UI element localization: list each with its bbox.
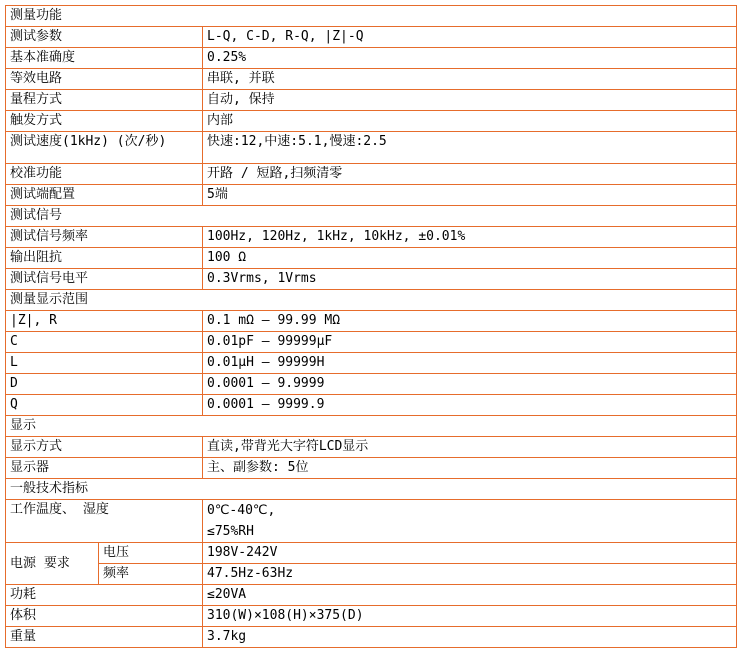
spec-value-line2: ≤75%RH <box>207 524 254 539</box>
spec-value: 0.1 mΩ — 99.99 MΩ <box>203 311 737 332</box>
spec-label: 工作温度、 湿度 <box>6 500 203 543</box>
spec-row-power <box>6 543 737 564</box>
section-label: 一般技术指标 <box>6 479 737 500</box>
spec-row <box>6 353 737 374</box>
spec-value-line1: 0℃-40℃, <box>207 503 276 518</box>
section-label: 显示 <box>6 416 737 437</box>
spec-group-label: 电源 要求 <box>6 543 99 585</box>
section-label: 测量显示范围 <box>6 290 737 311</box>
section-row <box>6 479 737 500</box>
spec-value: 主、副参数: 5位 <box>203 458 737 479</box>
spec-row <box>6 269 737 290</box>
spec-value: 0.25% <box>203 48 737 69</box>
spec-label: 触发方式 <box>6 111 203 132</box>
spec-value: 自动, 保持 <box>203 90 737 111</box>
spec-label: 体积 <box>6 606 203 627</box>
spec-row <box>6 111 737 132</box>
spec-label: |Z|, R <box>6 311 203 332</box>
spec-row <box>6 48 737 69</box>
spec-label: 测试参数 <box>6 27 203 48</box>
spec-row <box>6 185 737 206</box>
spec-label: Q <box>6 395 203 416</box>
spec-sublabel: 电压 <box>99 543 203 564</box>
spec-sublabel: 频率 <box>99 564 203 585</box>
spec-row-power <box>6 564 737 585</box>
spec-value: 直读,带背光大字符LCD显示 <box>203 437 737 458</box>
spec-table <box>5 5 737 648</box>
spec-value: 0.01pF — 99999μF <box>203 332 737 353</box>
section-row <box>6 206 737 227</box>
spec-value: 100Hz, 120Hz, 1kHz, 10kHz, ±0.01% <box>203 227 737 248</box>
spec-row <box>6 627 737 648</box>
spec-row <box>6 585 737 606</box>
section-row <box>6 290 737 311</box>
spec-label: 显示器 <box>6 458 203 479</box>
spec-value: 310(W)×108(H)×375(D) <box>203 606 737 627</box>
spec-value: 0.01μH — 99999H <box>203 353 737 374</box>
spec-value: 3.7kg <box>203 627 737 648</box>
section-row <box>6 416 737 437</box>
spec-label: 显示方式 <box>6 437 203 458</box>
spec-value: 串联, 并联 <box>203 69 737 90</box>
spec-row <box>6 132 737 164</box>
spec-row <box>6 69 737 90</box>
spec-value: 0.0001 — 9.9999 <box>203 374 737 395</box>
spec-row <box>6 374 737 395</box>
spec-row <box>6 395 737 416</box>
spec-label: 等效电路 <box>6 69 203 90</box>
spec-label: 测试端配置 <box>6 185 203 206</box>
spec-row <box>6 311 737 332</box>
spec-row <box>6 606 737 627</box>
spec-row <box>6 27 737 48</box>
spec-row <box>6 437 737 458</box>
spec-value: 198V-242V <box>203 543 737 564</box>
spec-label: 输出阻抗 <box>6 248 203 269</box>
spec-value: ≤20VA <box>203 585 737 606</box>
spec-label: D <box>6 374 203 395</box>
spec-row <box>6 248 737 269</box>
spec-row <box>6 227 737 248</box>
spec-value: L-Q, C-D, R-Q, |Z|-Q <box>203 27 737 48</box>
spec-label: 基本准确度 <box>6 48 203 69</box>
spec-value: 5端 <box>203 185 737 206</box>
spec-label: 重量 <box>6 627 203 648</box>
spec-value <box>203 500 737 543</box>
spec-label: 测试信号电平 <box>6 269 203 290</box>
spec-value: 47.5Hz-63Hz <box>203 564 737 585</box>
spec-row <box>6 164 737 185</box>
spec-row <box>6 90 737 111</box>
spec-label: 功耗 <box>6 585 203 606</box>
spec-value: 开路 / 短路,扫频清零 <box>203 164 737 185</box>
spec-row-temperature <box>6 500 737 543</box>
spec-value: 0.3Vrms, 1Vrms <box>203 269 737 290</box>
spec-row <box>6 458 737 479</box>
spec-value: 0.0001 — 9999.9 <box>203 395 737 416</box>
section-label: 测试信号 <box>6 206 737 227</box>
spec-label: 校准功能 <box>6 164 203 185</box>
section-label: 测量功能 <box>6 6 737 27</box>
spec-label: 量程方式 <box>6 90 203 111</box>
spec-label: 测试速度(1kHz) (次/秒) <box>6 132 203 164</box>
spec-label: C <box>6 332 203 353</box>
spec-value: 内部 <box>203 111 737 132</box>
spec-value: 快速:12,中速:5.1,慢速:2.5 <box>203 132 737 164</box>
section-row <box>6 6 737 27</box>
spec-value: 100 Ω <box>203 248 737 269</box>
spec-label: L <box>6 353 203 374</box>
spec-label: 测试信号频率 <box>6 227 203 248</box>
spec-row <box>6 332 737 353</box>
